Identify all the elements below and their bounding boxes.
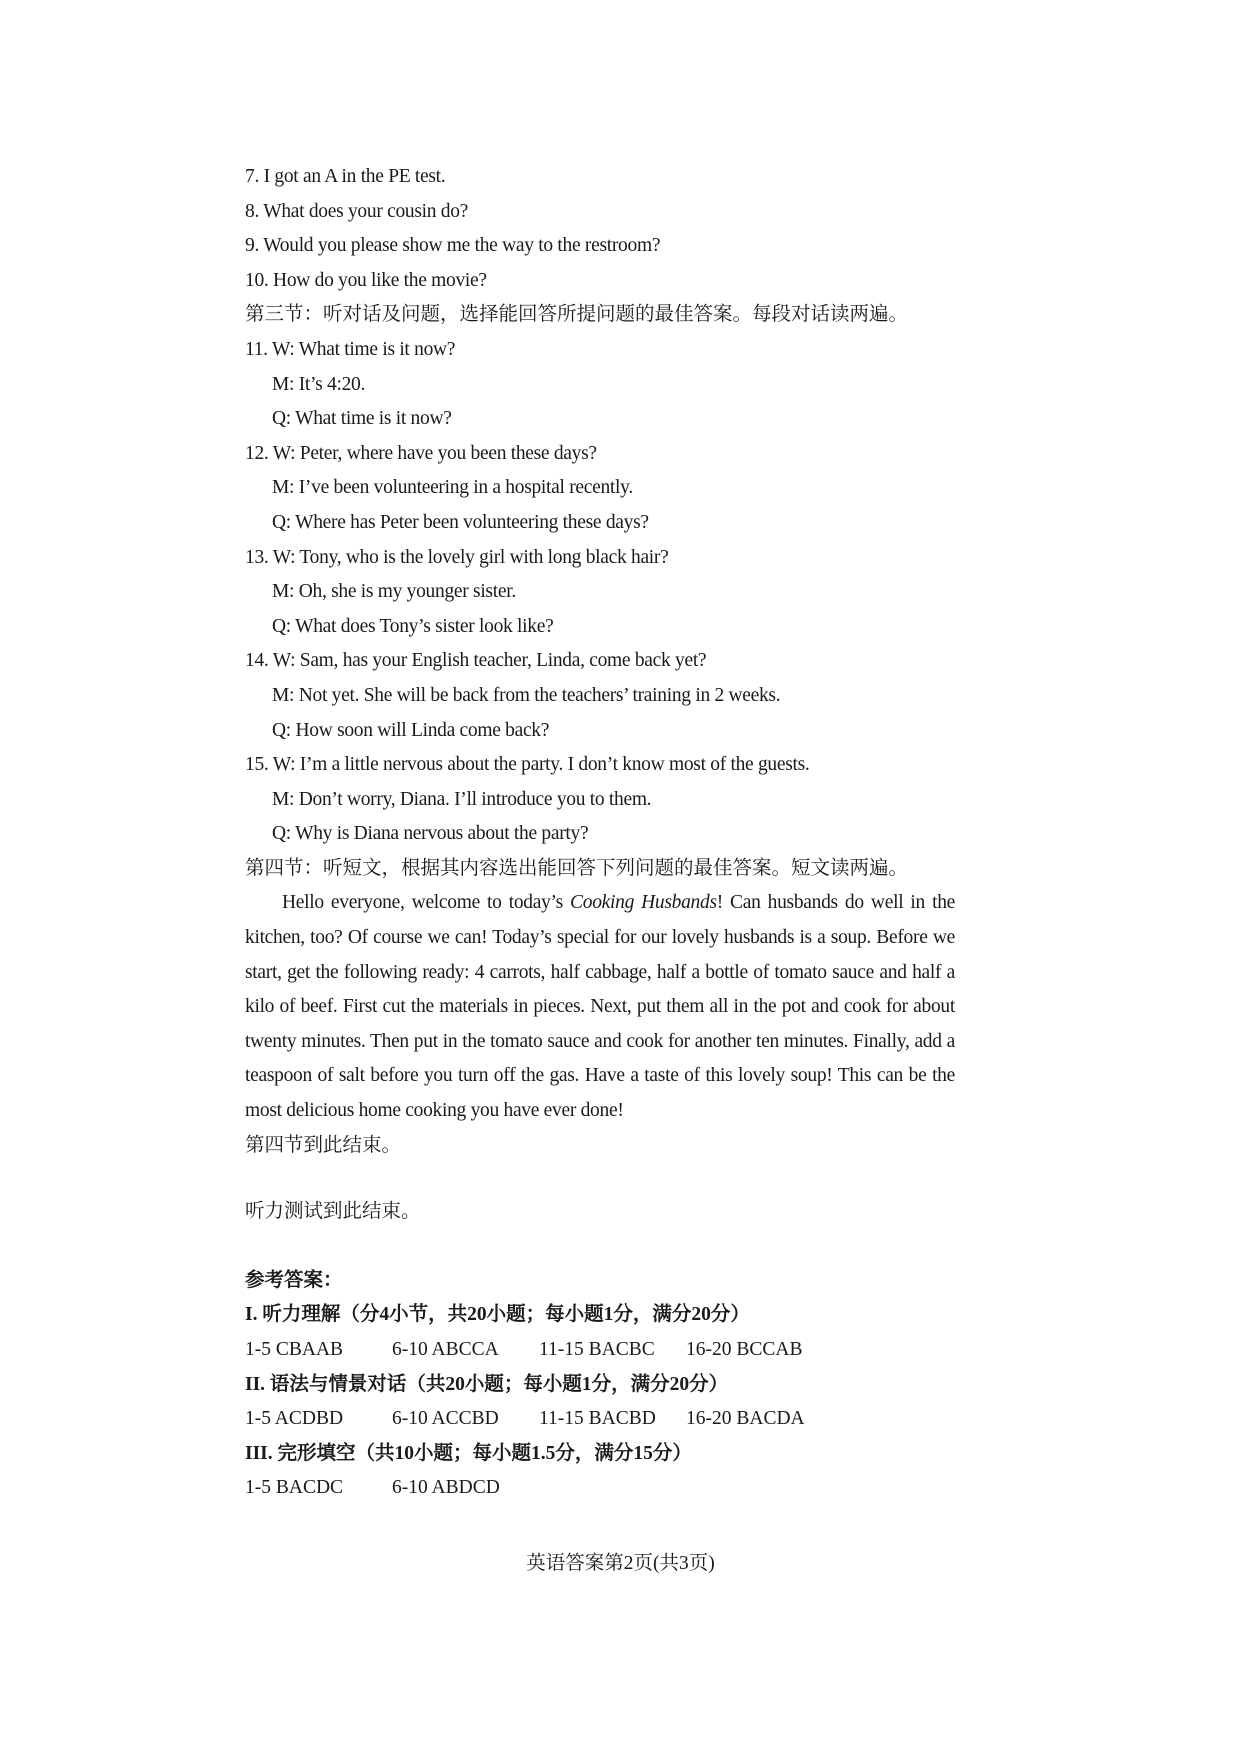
answer-group: 16-20 BACDA	[686, 1408, 805, 1430]
answer-row	[245, 1333, 955, 1368]
answer-group: 6-10 ABDCD	[392, 1477, 500, 1499]
answer-group: 6-10 ABCCA	[392, 1339, 499, 1360]
dialogue-15	[245, 748, 955, 852]
answer-key-heading: 参考答案：	[245, 1269, 343, 1291]
answer-group: 16-20 BCCAB	[686, 1339, 803, 1360]
section2-item: 9. Would you please show me the way to the restroom?	[245, 235, 661, 257]
section3-heading: 第三节：听对话及问题，选择能回答所提问题的最佳答案。每段对话读两遍。	[245, 304, 909, 326]
dialogue-question-line: Q: Why is Diana nervous about the party?	[272, 823, 589, 845]
section4-heading: 第四节：听短文，根据其内容选出能回答下列问题的最佳答案。短文读两遍。	[245, 857, 909, 879]
dialogue-man-line: M: I’ve been volunteering in a hospital recently.	[272, 477, 633, 499]
answer-group: 11-15 BACBD	[539, 1408, 656, 1430]
spacer	[245, 1230, 955, 1264]
page-footer: 英语答案第2页(共3页)	[526, 1553, 715, 1574]
dialogue-13	[245, 541, 955, 645]
answer-group: 6-10 ACCBD	[392, 1408, 499, 1430]
answer-part-title: III. 完形填空（共10小题；每小题1.5分，满分15分）	[245, 1442, 692, 1464]
dialogue-question-line: Q: What time is it now?	[272, 408, 452, 430]
dialogue-woman-line: 13. W: Tony, who is the lovely girl with long black hair?	[245, 546, 669, 568]
answer-row	[245, 1471, 955, 1506]
answer-group: 1-5 BACDC	[245, 1477, 344, 1499]
answer-page-content	[245, 160, 955, 1506]
answer-row	[245, 1402, 955, 1437]
dialogue-question-line: Q: Where has Peter been volunteering these days?	[272, 511, 649, 533]
dialogue-woman-line: 12. W: Peter, where have you been these days?	[245, 442, 597, 464]
section4-end-note: 第四节到此结束。	[245, 1134, 402, 1156]
section3-dialogue-list	[245, 333, 955, 852]
dialogue-woman-line: 15. W: I’m a little nervous about the party. I don’t know most of the guests.	[245, 754, 810, 776]
spacer	[245, 1163, 955, 1195]
dialogue-12	[245, 437, 955, 541]
answer-part-title: II. 语法与情景对话（共20小题；每小题1分，满分20分）	[245, 1373, 729, 1395]
section2-item: 7. I got an A in the PE test.	[245, 166, 446, 187]
dialogue-question-line: Q: What does Tony’s sister look like?	[272, 615, 554, 637]
dialogue-woman-line: 14. W: Sam, has your English teacher, Linda, come back yet?	[245, 650, 707, 672]
passage-text-after-title: ! Can husbands do well in the kitchen, too? Of course we can! Today’s special for our lovely husbands is a soup. Before we start, get the following ready: 4 carrots, half cabbage, half a bottle of tomato sauce and half a kilo of beef. First cut the materials in pieces. Next, put them all in the pot and cook for about twenty minutes. Then put in the tomato sauce and cook for another ten minutes. Finally, add a teaspoon of salt before you turn off the gas. Have a taste of this lovely soup! This can be the most delicious home cooking you have ever done!	[245, 892, 955, 1122]
section2-item: 10. How do you like the movie?	[245, 269, 487, 291]
answer-group: 1-5 ACDBD	[245, 1408, 344, 1430]
listening-end-note: 听力测试到此结束。	[245, 1201, 421, 1223]
section2-item-list	[245, 160, 955, 298]
answer-group: 1-5 CBAAB	[245, 1339, 344, 1360]
answer-part-title: I. 听力理解（分4小节，共20小题；每小题1分，满分20分）	[245, 1304, 750, 1326]
dialogue-11	[245, 333, 955, 437]
dialogue-man-line: M: It’s 4:20.	[272, 373, 366, 395]
passage-show-title: Cooking Husbands	[570, 892, 717, 914]
dialogue-question-line: Q: How soon will Linda come back?	[272, 719, 550, 741]
dialogue-man-line: M: Don’t worry, Diana. I’ll introduce you to them.	[272, 788, 652, 810]
listening-passage	[245, 886, 955, 1128]
section2-item: 8. What does your cousin do?	[245, 200, 469, 222]
dialogue-14	[245, 644, 955, 748]
answer-key	[245, 1264, 955, 1506]
dialogue-man-line: M: Not yet. She will be back from the teachers’ training in 2 weeks.	[272, 684, 781, 706]
answer-group: 11-15 BACBC	[539, 1339, 655, 1360]
dialogue-man-line: M: Oh, she is my younger sister.	[272, 581, 516, 603]
passage-text-before-title: Hello everyone, welcome to today’s	[282, 892, 571, 914]
dialogue-woman-line: 11. W: What time is it now?	[245, 338, 456, 360]
